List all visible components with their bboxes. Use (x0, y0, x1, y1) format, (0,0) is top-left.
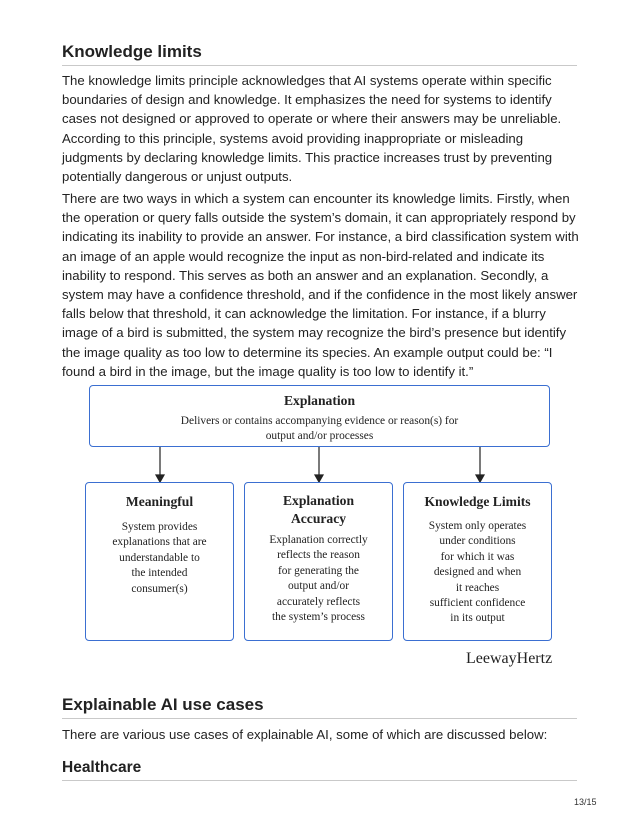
meaningful-title: Meaningful (125, 494, 194, 509)
box-text-line: Explanation correctly (269, 534, 368, 546)
box-text-line: consumer(s) (131, 582, 188, 595)
explanation-title: Explanation (283, 393, 355, 408)
box-text-line: understandable to (119, 551, 200, 564)
page-number: 13/15 (574, 797, 597, 807)
box-text-line: explanations that are (112, 536, 207, 549)
heading-divider (62, 718, 577, 719)
heading-divider (62, 780, 577, 781)
accuracy-title: Accuracy (290, 511, 347, 526)
heading-divider (62, 65, 577, 66)
brand-watermark: LeewayHertz (466, 650, 553, 667)
paragraph-use-cases-intro: There are various use cases of explainable AI, some of which are discussed below: (62, 727, 548, 742)
knowledge-limits-title: Knowledge Limits (424, 494, 531, 509)
explanation-line: output and/or processes (265, 430, 374, 443)
accuracy-title: Explanation (282, 493, 354, 508)
paragraph-knowledge-limits-ways: There are two ways in which a system can encounter its knowledge limits. Firstly, when the operation or query falls outside the system’s domain, it can appropriately respond by indicating its inability to provide an answer. For instance, a bird classification system with an image of an apple would recognize the input as non-bird-related and indicate its inability to respond. This serves as both an answer and an explanation. Secondly, a system may have a confidence threshold, and if the confidence in the most likely answer falls below that threshold, it can acknowledge the limitation. For instance, if a blurry image of a bird is submitted, the system may recognize the bird’s presence but identify the image quality as too low to determine its species. An example output could be: “I found a bird in the image, but the image quality is too low to identify it.” (62, 191, 579, 379)
arrowhead-icon (156, 475, 164, 482)
box-text-line: the system’s process (271, 611, 365, 624)
box-text-line: designed and when (433, 566, 522, 579)
box-text-line: accurately reflects (276, 595, 361, 608)
paragraph-knowledge-limits-intro: The knowledge limits principle acknowledges that AI systems operate within specific boundaries of design and knowledge. It emphasizes the need for systems to identify cases not designed or approved to operate or where their answers may be unreliable. According to this principle, systems avoid providing inappropriate or misleading judgments by declaring knowledge limits. This practice increases trust by preventing potentially dangerous or unjust outputs. (62, 73, 562, 185)
section-heading-use-cases: Explainable AI use cases (62, 695, 264, 714)
arrowhead-icon (476, 475, 484, 482)
box-text-line: System provides (121, 521, 198, 533)
box-text-line: it reaches (455, 581, 500, 594)
box-text-line: output and/or (287, 580, 350, 593)
box-text-line: sufficient confidence (429, 597, 526, 610)
diagram-meaningful-box (85, 482, 234, 641)
diagram-explanation-box (89, 385, 550, 447)
box-text-line: reflects the reason (277, 549, 360, 562)
box-text-line: for generating the (278, 564, 359, 577)
explanation-line: Delivers or contains accompanying evidence or reason(s) for (180, 415, 459, 427)
box-text-line: for which it was (440, 550, 515, 563)
diagram-knowledge-limits-box (403, 482, 552, 641)
arrowhead-icon (315, 475, 323, 482)
box-text-line: System only operates (428, 520, 527, 532)
section-heading-knowledge-limits: Knowledge limits (62, 42, 202, 61)
section-heading-healthcare: Healthcare (62, 759, 142, 776)
box-text-line: the intended (131, 567, 188, 580)
box-text-line: under conditions (439, 535, 516, 548)
box-text-line: in its output (450, 612, 505, 625)
diagram-explanation-accuracy-box (244, 482, 393, 641)
